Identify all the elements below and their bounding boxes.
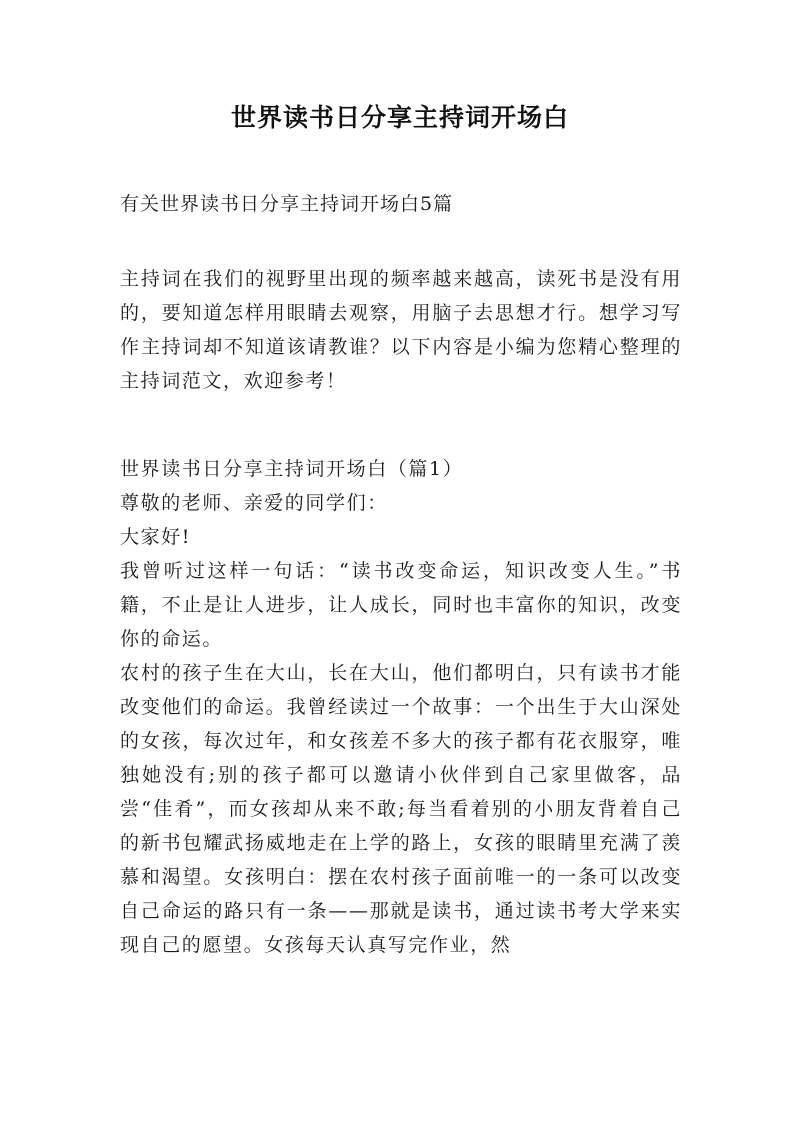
salutation: 尊敬的老师、亲爱的同学们： [120, 492, 388, 514]
section-heading: 世界读书日分享主持词开场白（篇1） [120, 458, 464, 480]
intro-paragraph: 主持词在我们的视野里出现的频率越来越高，读死书是没有用的，要知道怎样用眼睛去观察，用脑子去思想才行。想学习写作主持词却不知道该请教谁？以下内容是小编为您精心整理的主持词范文，欢迎参考！ [120, 268, 682, 392]
greeting: 大家好! [120, 526, 192, 548]
section-body [120, 452, 682, 962]
body-paragraph: 农村的孩子生在大山，长在大山，他们都明白，只有读书才能改变他们的命运。我曾经读过一个故事：一个出生于大山深处的女孩，每次过年，和女孩差不多大的孩子都有花衣服穿，唯独她没有;别的孩子都可以邀请小伙伴到自己家里做客，品尝“佳肴”，而女孩却从来不敢;每当看着别的小朋友背着自己的新书包耀武扬威地走在上学的路上，女孩的眼睛里充满了羡慕和渴望。女孩明白：摆在农村孩子面前唯一的一条可以改变自己命运的路只有一条——那就是读书，通过读书考大学来实现自己的愿望。女孩每天认真写完作业，然 [120, 662, 682, 956]
body-paragraph: 我曾听过这样一句话：“读书改变命运，知识改变人生。”书籍，不止是让人进步，让人成长，同时也丰富你的知识，改变你的命运。 [120, 560, 682, 650]
document-title: 世界读书日分享主持词开场白 [230, 103, 569, 132]
document-subtitle: 有关世界读书日分享主持词开场白5篇 [120, 193, 454, 215]
